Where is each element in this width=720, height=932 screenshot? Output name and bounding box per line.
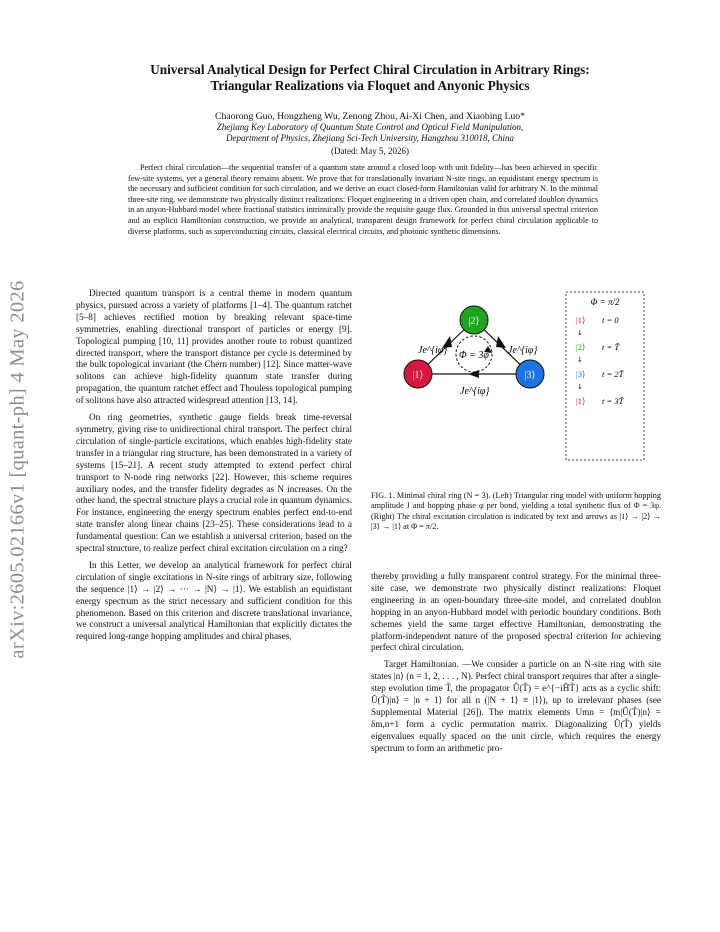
figure-diagram (388, 290, 658, 480)
authors: Chaorong Guo, Hongzheng Wu, Zenong Zhou, Ai-Xi Chen, and Xiaobing Luo* (215, 111, 525, 122)
sequence-title: Φ = π/2 (590, 297, 620, 307)
node-3-label: |3⟩ (524, 370, 536, 381)
sequence-state: |2⟩ (576, 342, 586, 352)
abstract: Perfect chiral circulation—the sequential transfer of a quantum state around a closed loop with unit fidelity—has been achieved in specific few-site systems, yet a general theory remains absent. We prove that for translationally invariant N-site rings, an equidistant energy spectrum is the necessary and sufficient condition for such circulation, and we derive an exact closed-form Hamiltonian valid for arbitrary N. In the minimal three-site ring, we demonstrate two physically distinct realizations: Floquet engineering in a driven open chain, and correlated doublon dynamics in an anyon-Hubbard model where fractional statistics intrinsically provide the requisite gauge flux. Grounded in this universal spectral criterion and an explicit Hamiltonian construction, we provide an analytical, transparent design framework for perfect chiral circulation applicable to diverse platforms, such as superconducting circuits, classical electrical circuits, and photonic synthetic dimensions. (128, 163, 598, 236)
left-column (76, 288, 352, 648)
down-arrow-icon: ↓ (577, 329, 583, 337)
paragraph: On ring geometries, synthetic gauge fields break time-reversal symmetry, giving rise to unidirectional chiral transport. The perfect chiral circulation of single-particle excitations, which enables high-fidelity state transfer in a triangular ring structure, has been demonstrated in a variety of systems [15–21]. A recent study attempted to extend perfect chiral transport to N-node ring networks [22]. However, this scheme requires auxiliary nodes, and the transfer fidelity degrades as N increases. On the other hand, the spectral structure plays a crucial role in quantum dynamics. For instance, engineering the energy spectrum enables perfect end-to-end state transfer along linear chains [23–25]. These considerations lead to a fundamental question: Can we establish a universal criterion, based on the spectral structure, to realize perfect chiral excitation circulation on a ring? (76, 412, 352, 554)
sequence-state: |1⟩ (576, 315, 586, 325)
sequence-time: t = T̃ (602, 342, 620, 352)
paragraph: thereby providing a fully transparent control strategy. For the minimal three-site case, we demonstrate two physically distinct realizations: Floquet engineering in an open-boundary three-site model, and correlated doublon hopping in an anyon-Hubbard model with periodic boundary conditions. Both schemes yield the same target effective Hamiltonian, demonstrating the platform-independent nature of the proposed spectral criterion for achieving perfect chiral circulation. (371, 571, 661, 653)
paragraph: In this Letter, we develop an analytical framework for perfect chiral circulation of single excitations in N-site rings of arbitrary size, following the sequence |1⟩ → |2⟩ → ··· → |N⟩ → |1⟩. We establish an equidistant energy spectrum as the strict necessary and sufficient condition for this phenomenon. Based on this criterion and discrete translational invariance, we construct a universal analytical Hamiltonian that explicitly dictates the required long-range hopping amplitudes and chiral phases, (76, 559, 352, 642)
edge-label: Je^{iφ} (460, 386, 490, 397)
sequence-time: t = 2T̃ (602, 369, 624, 379)
sequence-time: t = 3T̃ (602, 396, 624, 406)
affiliation (80, 122, 660, 144)
affiliation-line-1: Zhejiang Key Laboratory of Quantum State Control and Optical Field Manipulation, (216, 122, 524, 132)
dated: (Dated: May 5, 2026) (331, 146, 409, 156)
down-arrow-icon: ↓ (577, 356, 583, 364)
sequence-time: t = 0 (602, 315, 619, 325)
node-1-label: |1⟩ (412, 370, 424, 381)
title-line-1: Universal Analytical Design for Perfect Chiral Circulation in Arbitrary Rings: (150, 62, 590, 77)
figure-caption: FIG. 1. Minimal chiral ring (N = 3). (Left) Triangular ring model with uniform hopping amplitude J and hopping phase φ per bond, yielding a total synthetic flux of Φ = 3φ. (Right) The chiral excitation circulation is indicated by text and arrows as |1⟩ → |2⟩ → |3⟩ → |1⟩ at Φ = π/2. (371, 491, 661, 531)
paragraph: Directed quantum transport is a central theme in modern quantum physics, pursued across a variety of platforms [1–4]. The quantum ratchet [5–8] achieves rectified motion by breaking relevant space-time symmetries, enabling directional transport of particles or energy [9]. Topological pumping [10, 11] provides another route to robust quantized directed transport, where the transport distance per cycle is determined by the bulk topological invariant (the Chern number) [12]. Since matter-wave solitons can achieve high-fidelity quantum state transfer during propagation, the quantum ratchet effect and Thouless topological pumping of solitons have also attracted widespread attention [13, 14]. (76, 288, 352, 406)
node-2-label: |2⟩ (468, 316, 480, 327)
sequence-state: |1⟩ (576, 396, 586, 406)
down-arrow-icon: ↓ (577, 383, 583, 391)
arxiv-stamp: arXiv:2605.02166v1 [quant-ph] 4 May 2026 (6, 280, 29, 659)
right-column (371, 571, 661, 760)
paper-title (80, 62, 660, 94)
affiliation-line-2: Department of Physics, Zhejiang Sci-Tech University, Hangzhou 310018, China (226, 133, 514, 143)
edge-label: Je^{iφ} (508, 345, 538, 356)
flux-label: Φ = 3φ (459, 350, 489, 361)
figure-1 (388, 290, 658, 480)
edge-label: Je^{iφ} (418, 345, 448, 356)
paragraph: Target Hamiltonian. —We consider a particle on an N-site ring with site states |n⟩ (n = 1, 2, . . . , N). Perfect chiral transport requires that after a single-step evolution time T̃, the propagator Û(T̃) = e^{−iĤT̃} acts as a cyclic shift: Û(T̃)|n⟩ = |n + 1⟩ for all n (|N + 1⟩ ≡ |1⟩), up to irrelevant phases (see Supplemental Material [26]). The matrix elements Umn = ⟨m|Û(T̃)|n⟩ = δm,n+1 form a cyclic permutation matrix. Diagonalizing Û(T̃) yields eigenvalues equally spaced on the unit circle, which requires the energy spectrum to form an arithmetic pro- (371, 659, 661, 753)
title-line-2: Triangular Realizations via Floquet and Anyonic Physics (210, 78, 530, 93)
sequence-state: |3⟩ (576, 369, 586, 379)
arrow-head (496, 336, 506, 348)
